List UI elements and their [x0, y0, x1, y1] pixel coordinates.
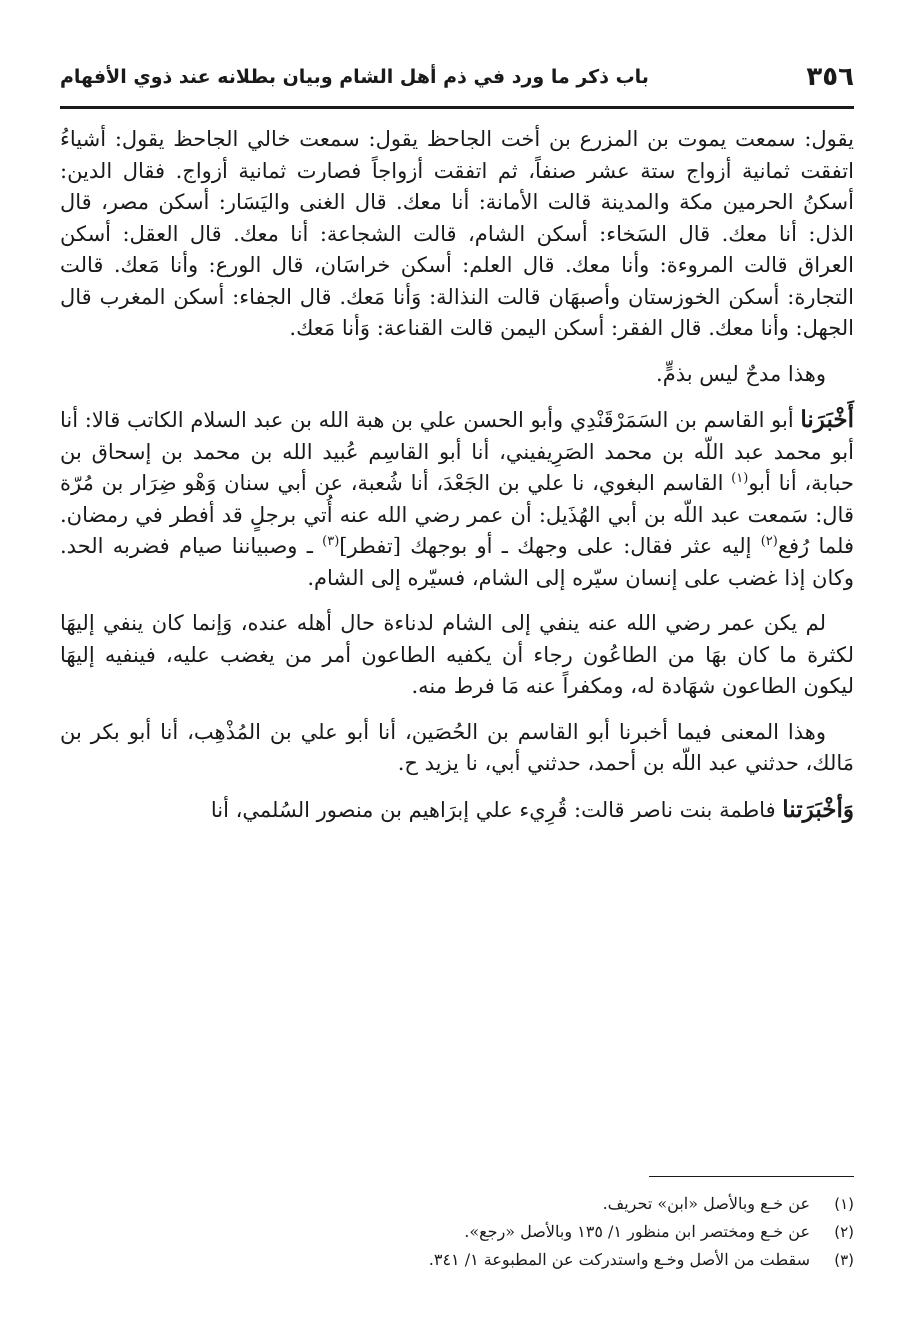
footnote-number: (٣)	[834, 1251, 854, 1269]
footnote-2	[60, 1218, 854, 1246]
chapter-title: باب ذكر ما ورد في ذم أهل الشام وبيان بطلانه عند ذوي الأفهام	[60, 66, 649, 88]
paragraph-1: يقول: سمعت يموت بن المزرع بن أخت الجاحظ يقول: سمعت خالي الجاحظ يقول: أشياءُ اتفقت ثمانية أزواج ستة عشر صنفاً، ثم اتفقت أزواجاً فصارت ثمانية أزواج. فقال الدين: أسكنُ الحرمين مكة والمدينة قالت الأمانة: أنا معك. قال الغنى واليَسَار: أسكن مصر، قال الذل: أنا معك. قال السَخاء: أسكن الشام، قالت الشجاعة: أنا معك. قال العقل: أسكن العراق قالت المروءة: وأنا معك. قال العلم: أسكن خراسَان، قال الورع: وأنا مَعك. قالت التجارة: أسكن الخوزستان وأصبهَان قالت النذالة: وَأنا مَعك. قال الجفاء: أسكن المغرب قال الجهل: وأنا معك. قال الفقر: أسكن اليمن قالت القناعة: وَأنا مَعك.	[60, 127, 854, 340]
footnote-3	[60, 1246, 854, 1274]
paragraph-6	[60, 794, 854, 827]
paragraph-3	[60, 404, 854, 594]
footnote-ref-3[interactable]: (٣)	[322, 534, 340, 549]
footnote-divider	[649, 1176, 854, 1177]
paragraph-5: وهذا المعنى فيما أخبرنا أبو القاسم بن الحُصَين، أنا أبو علي بن المُذْهِب، أنا أبو بكر بن مَالك، حدثني عبد اللّه بن أحمد، حدثني أبي، نا يزيد ح.	[60, 719, 854, 775]
footnote-text: سقطت من الأصل وخـع واستدركت عن المطبوعة ١/ ٣٤١.	[428, 1250, 810, 1269]
paragraph-4: لم يكن عمر رضي الله عنه ينفي إلى الشام لدناءة حال أهله عنده، وَإنما كان ينفي إليهَا لكثرة ما كان بهَا من الطاعُون رجاء أن يكفيه الطاعون أمر من يغضب عليه، فينفيه إليهَا ليكون الطاعون شهَادة له، ومكفراً عنه مَا فرط منه.	[60, 611, 854, 698]
footnote-text: عن خـع وبالأصل «ابن» تحريف.	[602, 1194, 810, 1213]
footnote-ref-1[interactable]: (١)	[731, 471, 749, 486]
footnote-1	[60, 1190, 854, 1218]
paragraph-2: وهذا مدحٌ ليس بذمٍّ.	[656, 361, 826, 386]
paragraph-3-text-a: أبو القاسم بن السَمَرْقَنْدِي وأبو الحسن علي بن هبة الله بن عبد السلام الكاتب قالا: أنا أبو محمد عبد اللّه بن محمد الصَرِيفيني، أنا أبو القاسِم عُبيد الله بن محمد بن إسحاق بن حبابة، أنا أبو	[60, 408, 854, 495]
paragraph-6-lead: وَأخْبَرَتنا	[782, 795, 854, 823]
footnotes	[60, 1190, 854, 1274]
main-text	[60, 124, 854, 840]
footnote-ref-2[interactable]: (٢)	[760, 534, 778, 549]
page-number: ٣٥٦	[806, 62, 854, 92]
paragraph-3-text-d: ـ وصبياننا صيام فضربه الحد. وكان إذا غضب على إنسان سيّره إلى الشام، فسيّره إلى الشام.	[60, 534, 854, 590]
running-header	[60, 52, 854, 102]
paragraph-3-lead: أَخْبَرَنا	[800, 406, 854, 433]
paragraph-3-text-b: القاسم البغوي، نا علي بن الجَعْدَ، أنا شُعبة، عن أبي سنان وَهْو ضِرَار بن مُرّة قال: سَمعت عبد اللّه بن أبي الهُذَيل: أن عمر رضي الله عنه أُتي برجلٍ قد أفطر في رمضان. فلما رُفع	[60, 471, 854, 558]
footnote-text: عن خـع ومختصر ابن منظور ١/ ١٣٥ وبالأصل «رجع».	[464, 1222, 810, 1241]
footnote-number: (٢)	[834, 1223, 854, 1241]
book-page	[60, 40, 854, 1310]
header-divider	[60, 106, 854, 109]
paragraph-6-text: فاطمة بنت ناصر قالت: قُرِيء علي إبرَاهيم بن منصور السُلمي، أنا	[210, 797, 783, 822]
paragraph-3-text-c: إليه عثر فقال: على وجهك ـ أو بوجهك [تفطر]	[339, 534, 761, 558]
footnote-number: (١)	[834, 1195, 854, 1213]
